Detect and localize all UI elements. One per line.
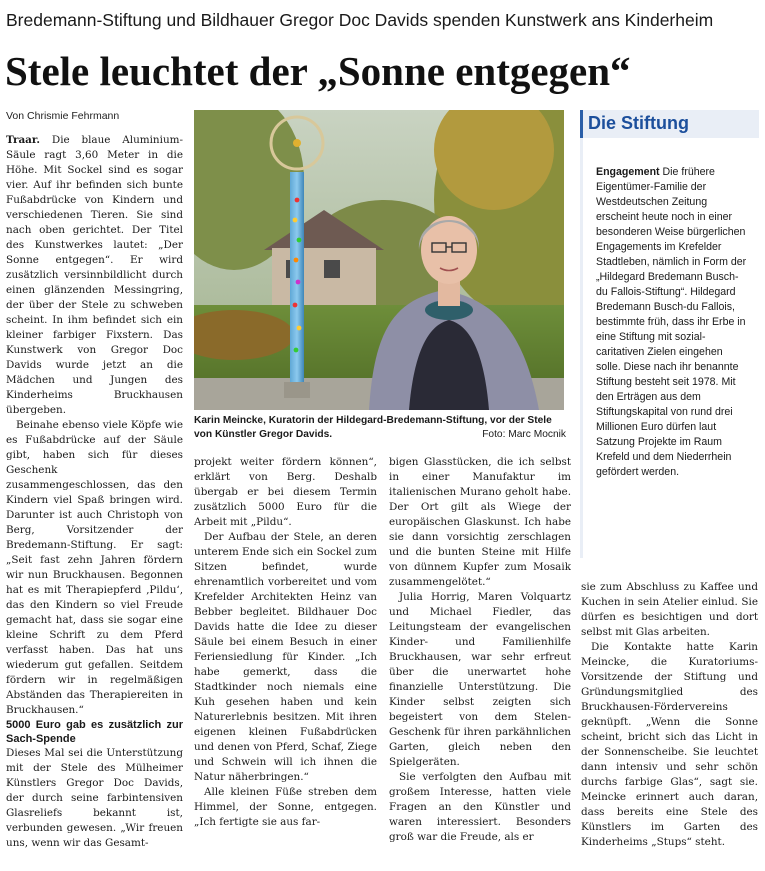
info-box-text: Die frühere Eigentümer-Familie der Westdeutschen Zeitung erscheint heute noch in einer besonderen Weise bürgerlichen Engagements im Krefelder Stadtleben, nämlich in Form der „Hildegard Bredemann Busch-du Fallois-Stiftung“. Hildegard Bredemann Busch-du Fallois, bestimmte früh, dass ihr Erbe in eine Stiftung mit sozial-caritativen Zielen eingehen solle. Diese nach ihr benannte Stiftung besteht seit 1978. Mit den Erträgen aus dem Stiftungskapital von rund drei Millionen Euro dürfen laut Satzung Projekte im Raum Krefeld und dem Niederrhein gefördert werden.: [596, 166, 747, 478]
lead-place: Traar.: [6, 134, 41, 146]
article-column-1: [6, 133, 183, 863]
info-box: [580, 110, 759, 560]
info-box-title: Die Stiftung: [588, 113, 689, 133]
article-paragraph: Julia Horrig, Maren Volquartz und Michael Fiedler, das Leitungsteam der evangelischen Kinder- und Familienhilfe Bruckhausen, war sehr erfreut über die unerwartet hohe finanzielle Unterstützung. Die Kinder selbst zeigten sich begeistert von dem Stelen-Geschenk für ihren parkähnlichen Garten, gleich neben den Spielgeräten.: [389, 591, 571, 768]
article-photo: [194, 110, 564, 410]
article-paragraph: projekt weiter fördern können“, erklärt von Berg. Deshalb übergab er bei diesem Termin zusätzlich 5000 Euro für die Arbeit mit „Pildu“.: [194, 456, 377, 528]
article-paragraph: Die Kontakte hatte Karin Meincke, die Kuratoriums-Vorsitzende der Stiftung und Gründungsmitglied des Bruckhausen-Fördervereins geknüpft. „Wenn die Sonne scheint, bricht sich das Licht in der Sonnenscheibe. Sie leuchtet dann intensiv und sehr schön durchs farbige Glas“, sagt sie. Meincke erinnert auch daran, dass bereits eine Stele des Künstlers im Garten des Kinderheims „Stups“ steht.: [581, 641, 758, 848]
article-paragraph: Der Aufbau der Stele, an deren unterem Ende sich ein Sockel zum Sitzen befindet, wurde ehrenamtlich vorbereitet und vom Krefelder Architekten Heinz van Bebber begleitet. Bildhauer Doc Davids hatte die Idee zu dieser Säule bei einem Besuch in einer Feriensiedlung für Kinder. „Ich habe gemerkt, dass die Stadtkinder noch niemals eine Kuh gesehen haben und kein Naturerlebnis besitzen. Mit ihren eigenen kleinen Fußabdrücken und denen von Pferd, Schaf, Ziege und Schwein will ich ihnen die Natur näherbringen.“: [194, 531, 377, 783]
info-box-border: [580, 138, 583, 558]
article-paragraph: [6, 133, 183, 418]
article-paragraph: Dieses Mal sei die Unterstützung mit der Stele des Mülheimer Künstlers Gregor Doc Davids, der durch seine farbintensiven Glasreliefs bekannt ist, verbunden gewesen. „Wir freuen uns, wenn wir das Gesamt-: [6, 747, 183, 849]
article-paragraph: sie zum Abschluss zu Kaffee und Kuchen in sein Atelier einlud. Sie dürfen es besichtigen und dort selbst mit Glas arbeiten.: [581, 581, 758, 638]
article-headline: Stele leuchtet der „Sonne entgegen“: [5, 48, 631, 94]
caption-text: Karin Meincke, Kuratorin der Hildegard-Bredemann-Stiftung, vor der Stele von Künstler Gregor Davids.: [194, 415, 552, 440]
article-subhead: 5000 Euro gab es zusätzlich zur Sach-Spende: [6, 719, 183, 745]
paragraph-text: Die blaue Aluminium-Säule ragt 3,60 Meter in die Höhe. Mit Sockel sind es sogar vier. Auf ihr befinden sich bunte Fußabdrücke von Kindern und verschiedenen Tieren. Sie sind nach oben gerichtet. Der Titel des Kunstwerkes lautet: „Der Sonne entgegen“. Er wird zusätzlich versinnbildlicht durch einen glänzenden Messingring, der über der Stele zu schweben scheint. In ihm befindet sich ein kleiner farbiger Fixstern. Das Kunstwerk von Gregor Doc Davids wurde jetzt an die Mädchen und Jungen des Kinderheims Bruckhausen übergeben.: [6, 134, 183, 416]
info-box-lead: Engagement: [596, 166, 660, 178]
article-paragraph: Beinahe ebenso viele Köpfe wie es Fußabdrücke auf der Säule gibt, haben sich für dieses Geschenk zusammengeschlossen, das den Kindern viel Spaß bringen wird. Darunter ist auch Christoph von Berg, Vorsitzender der Bredemann-Stiftung. Er sagt: „Seit fast zehn Jahren fördern wir nun Bruckhausen. Begonnen hat es mit Therapiepferd ‚Pildu‘, das den Kindern so viel Freude gemacht hat, dass sie sogar eine kleine Schrift zu dem Pferd verfasst haben. Das hat uns wiederum gut gefallen. Seitdem fördern wir in regelmäßigen Abständen das Therapiereiten in Bruckhausen.“: [6, 419, 183, 716]
article-byline: Von Chrismie Fehrmann: [6, 110, 120, 122]
photo-illustration: [194, 110, 564, 410]
article-paragraph: bigen Glasstücken, die ich selbst in einer Manufaktur im italienischen Murano geholt habe. Der Ort gilt als Wiege der europäischen Glaskunst. Ich habe sie dann vorsichtig zerschlagen und die bunten Steine mit Hilfe von dünnem Kupfer zum Mosaik zusammengelötet.“: [389, 456, 571, 588]
article-paragraph: Alle kleinen Füße streben dem Himmel, der Sonne, entgegen. „Ich fertigte sie aus far-: [194, 786, 377, 828]
article-kicker: Bredemann-Stiftung und Bildhauer Gregor Doc Davids spenden Kunstwerk ans Kinderheim: [6, 10, 714, 30]
photo-credit: Foto: Marc Mocnik: [482, 429, 566, 440]
article-paragraph: Sie verfolgten den Aufbau mit großem Interesse, hatten viele Fragen an den Künstler und waren interessiert. Besonders groß war die Freude, als er: [389, 771, 571, 843]
article-column-4: [581, 580, 758, 865]
article-column-2: [194, 455, 377, 865]
photo-caption: [194, 414, 566, 442]
info-box-body: [596, 165, 748, 480]
article-column-3: [389, 455, 571, 865]
